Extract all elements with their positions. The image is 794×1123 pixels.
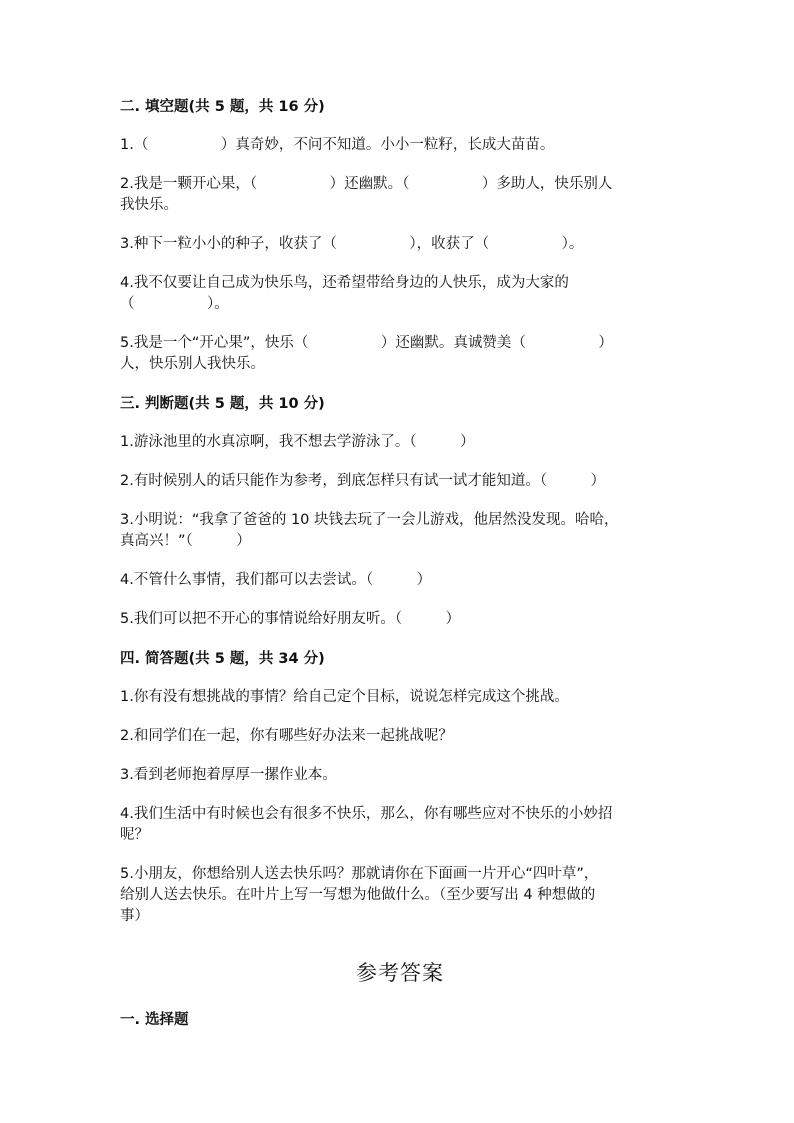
question-item: 3.小明说：“我拿了爸爸的 10 块钱去玩了一会儿游戏，他居然没发现。哈哈， 真高兴！”（ ） [120, 512, 619, 549]
section-heading: 二. 填空题(共 5 题，共 16 分) [120, 99, 325, 115]
answer-section-heading: 一. 选择题 [120, 1012, 189, 1028]
question-item: 4.我们生活中有时候也会有很多不快乐，那么，你有哪些应对不快乐的小妙招 呢？ [120, 806, 613, 843]
section-short-answer [120, 648, 680, 927]
document-content [120, 96, 680, 1031]
section-heading: 四. 简答题(共 5 题，共 34 分) [120, 651, 325, 667]
question-item: 1.你有没有想挑战的事情？给自己定个目标，说说怎样完成这个挑战。 [120, 689, 569, 705]
question-item: 3.种下一粒小小的种子，收获了（ ），收获了（ ）。 [120, 236, 584, 252]
answer-key-title: 参考答案 [356, 961, 444, 985]
section-true-false [120, 393, 680, 630]
question-item: 2.我是一颗开心果，（ ）还幽默。（ ）多助人，快乐别人 我快乐。 [120, 176, 613, 213]
question-item: 5.我们可以把不开心的事情说给好朋友听。（ ） [120, 611, 461, 627]
question-item: 1.游泳池里的水真凉啊，我不想去学游泳了。（ ） [120, 434, 475, 450]
section-fill-blank [120, 96, 680, 375]
question-item: 2.有时候别人的话只能作为参考，到底怎样只有试一试才能知道。（ ） [120, 473, 606, 489]
question-item: 2.和同学们在一起，你有哪些好办法来一起挑战呢？ [120, 728, 453, 744]
question-item: 3.看到老师抱着厚厚一摞作业本。 [120, 767, 337, 783]
question-item: 5.我是一个“开心果”，快乐（ ）还幽默。真诚赞美（ ） 人，快乐别人我快乐。 [120, 335, 613, 372]
question-item: 5.小朋友，你想给别人送去快乐吗？那就请你在下面画一片开心“四叶草”， 给别人送去快乐。在叶片上写一写想为他做什么。（至少要写出 4 种想做的 事） [120, 866, 599, 924]
section-heading: 三. 判断题(共 5 题，共 10 分) [120, 396, 325, 412]
question-item: 4.我不仅要让自己成为快乐鸟，还希望带给身边的人快乐，成为大家的 （ ）。 [120, 275, 569, 312]
question-item: 1.（ ）真奇妙，不问不知道。小小一粒籽，长成大苗苗。 [120, 137, 555, 153]
question-item: 4.不管什么事情，我们都可以去尝试。（ ） [120, 572, 432, 588]
